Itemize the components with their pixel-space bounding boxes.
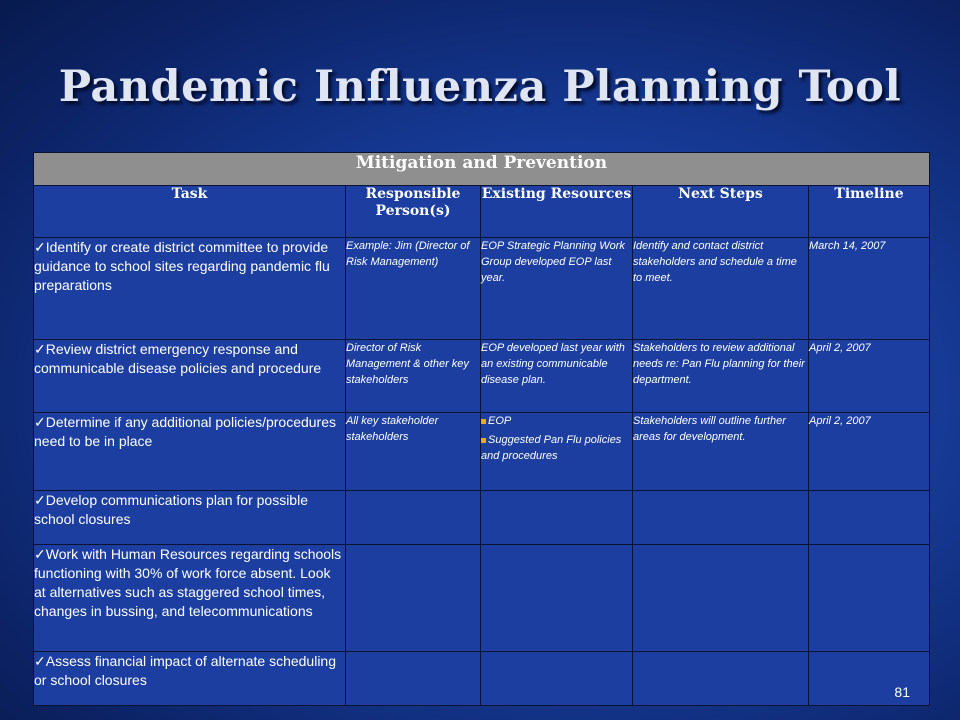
responsible-cell	[346, 652, 481, 706]
page-number: 81	[894, 684, 910, 700]
square-bullet-icon	[481, 438, 486, 443]
resources-cell	[481, 413, 633, 491]
task-cell	[34, 340, 346, 413]
timeline-cell: March 14, 2007	[809, 238, 930, 340]
header-resources: Existing Resources	[481, 186, 633, 238]
task-cell	[34, 238, 346, 340]
column-header-row	[34, 186, 930, 238]
header-task: Task	[34, 186, 346, 238]
header-next-steps: Next Steps	[633, 186, 809, 238]
checkmark-icon: ✓	[34, 414, 46, 430]
list-item: EOP	[481, 413, 632, 429]
checkmark-icon: ✓	[34, 239, 46, 255]
responsible-cell: All key stakeholder stakeholders	[346, 413, 481, 491]
next-steps-cell	[633, 491, 809, 545]
responsible-cell	[346, 491, 481, 545]
table-row	[34, 238, 930, 340]
table-row	[34, 413, 930, 491]
timeline-cell: April 2, 2007	[809, 340, 930, 413]
square-bullet-icon	[481, 419, 486, 424]
resources-list	[481, 413, 632, 464]
timeline-cell: April 2, 2007	[809, 413, 930, 491]
resources-cell: EOP developed last year with an existing communicable disease plan.	[481, 340, 633, 413]
checkmark-icon: ✓	[34, 492, 46, 508]
resources-cell: EOP Strategic Planning Work Group developed EOP last year.	[481, 238, 633, 340]
task-cell	[34, 413, 346, 491]
next-steps-cell: Stakeholders to review additional needs re: Pan Flu planning for their department.	[633, 340, 809, 413]
table-row	[34, 340, 930, 413]
responsible-cell	[346, 545, 481, 652]
task-text: Assess financial impact of alternate scheduling or school closures	[34, 653, 337, 688]
next-steps-cell: Identify and contact district stakeholders and schedule a time to meet.	[633, 238, 809, 340]
next-steps-cell: Stakeholders will outline further areas for development.	[633, 413, 809, 491]
task-text: Work with Human Resources regarding schools functioning with 30% of work force absent. Look at alternatives such as staggered school times, changes in bussing, and telecommunications	[34, 546, 342, 619]
timeline-cell	[809, 545, 930, 652]
planning-table	[33, 152, 930, 706]
responsible-cell: Example: Jim (Director of Risk Management)	[346, 238, 481, 340]
table-row	[34, 545, 930, 652]
table-row	[34, 491, 930, 545]
list-item: Suggested Pan Flu policies and procedures	[481, 434, 622, 462]
timeline-cell	[809, 491, 930, 545]
checkmark-icon: ✓	[34, 341, 46, 357]
task-cell	[34, 491, 346, 545]
task-cell	[34, 652, 346, 706]
task-text: Identify or create district committee to provide guidance to school sites regarding pandemic flu preparations	[34, 239, 330, 293]
section-header-row	[34, 153, 930, 186]
resources-cell	[481, 491, 633, 545]
slide-title: Pandemic Influenza Planning Tool	[58, 62, 902, 112]
next-steps-cell	[633, 545, 809, 652]
task-text: Develop communications plan for possible school closures	[34, 492, 308, 527]
resources-cell	[481, 652, 633, 706]
checkmark-icon: ✓	[34, 653, 46, 669]
resources-cell	[481, 545, 633, 652]
section-title: Mitigation and Prevention	[34, 153, 930, 186]
timeline-cell	[809, 652, 930, 706]
next-steps-cell	[633, 652, 809, 706]
task-cell	[34, 545, 346, 652]
task-text: Determine if any additional policies/procedures need to be in place	[34, 414, 337, 449]
table-row	[34, 652, 930, 706]
responsible-cell: Director of Risk Management & other key stakeholders	[346, 340, 481, 413]
header-responsible: Responsible Person(s)	[346, 186, 481, 238]
task-text: Review district emergency response and communicable disease policies and procedure	[34, 341, 322, 376]
header-timeline: Timeline	[809, 186, 930, 238]
checkmark-icon: ✓	[34, 546, 46, 562]
